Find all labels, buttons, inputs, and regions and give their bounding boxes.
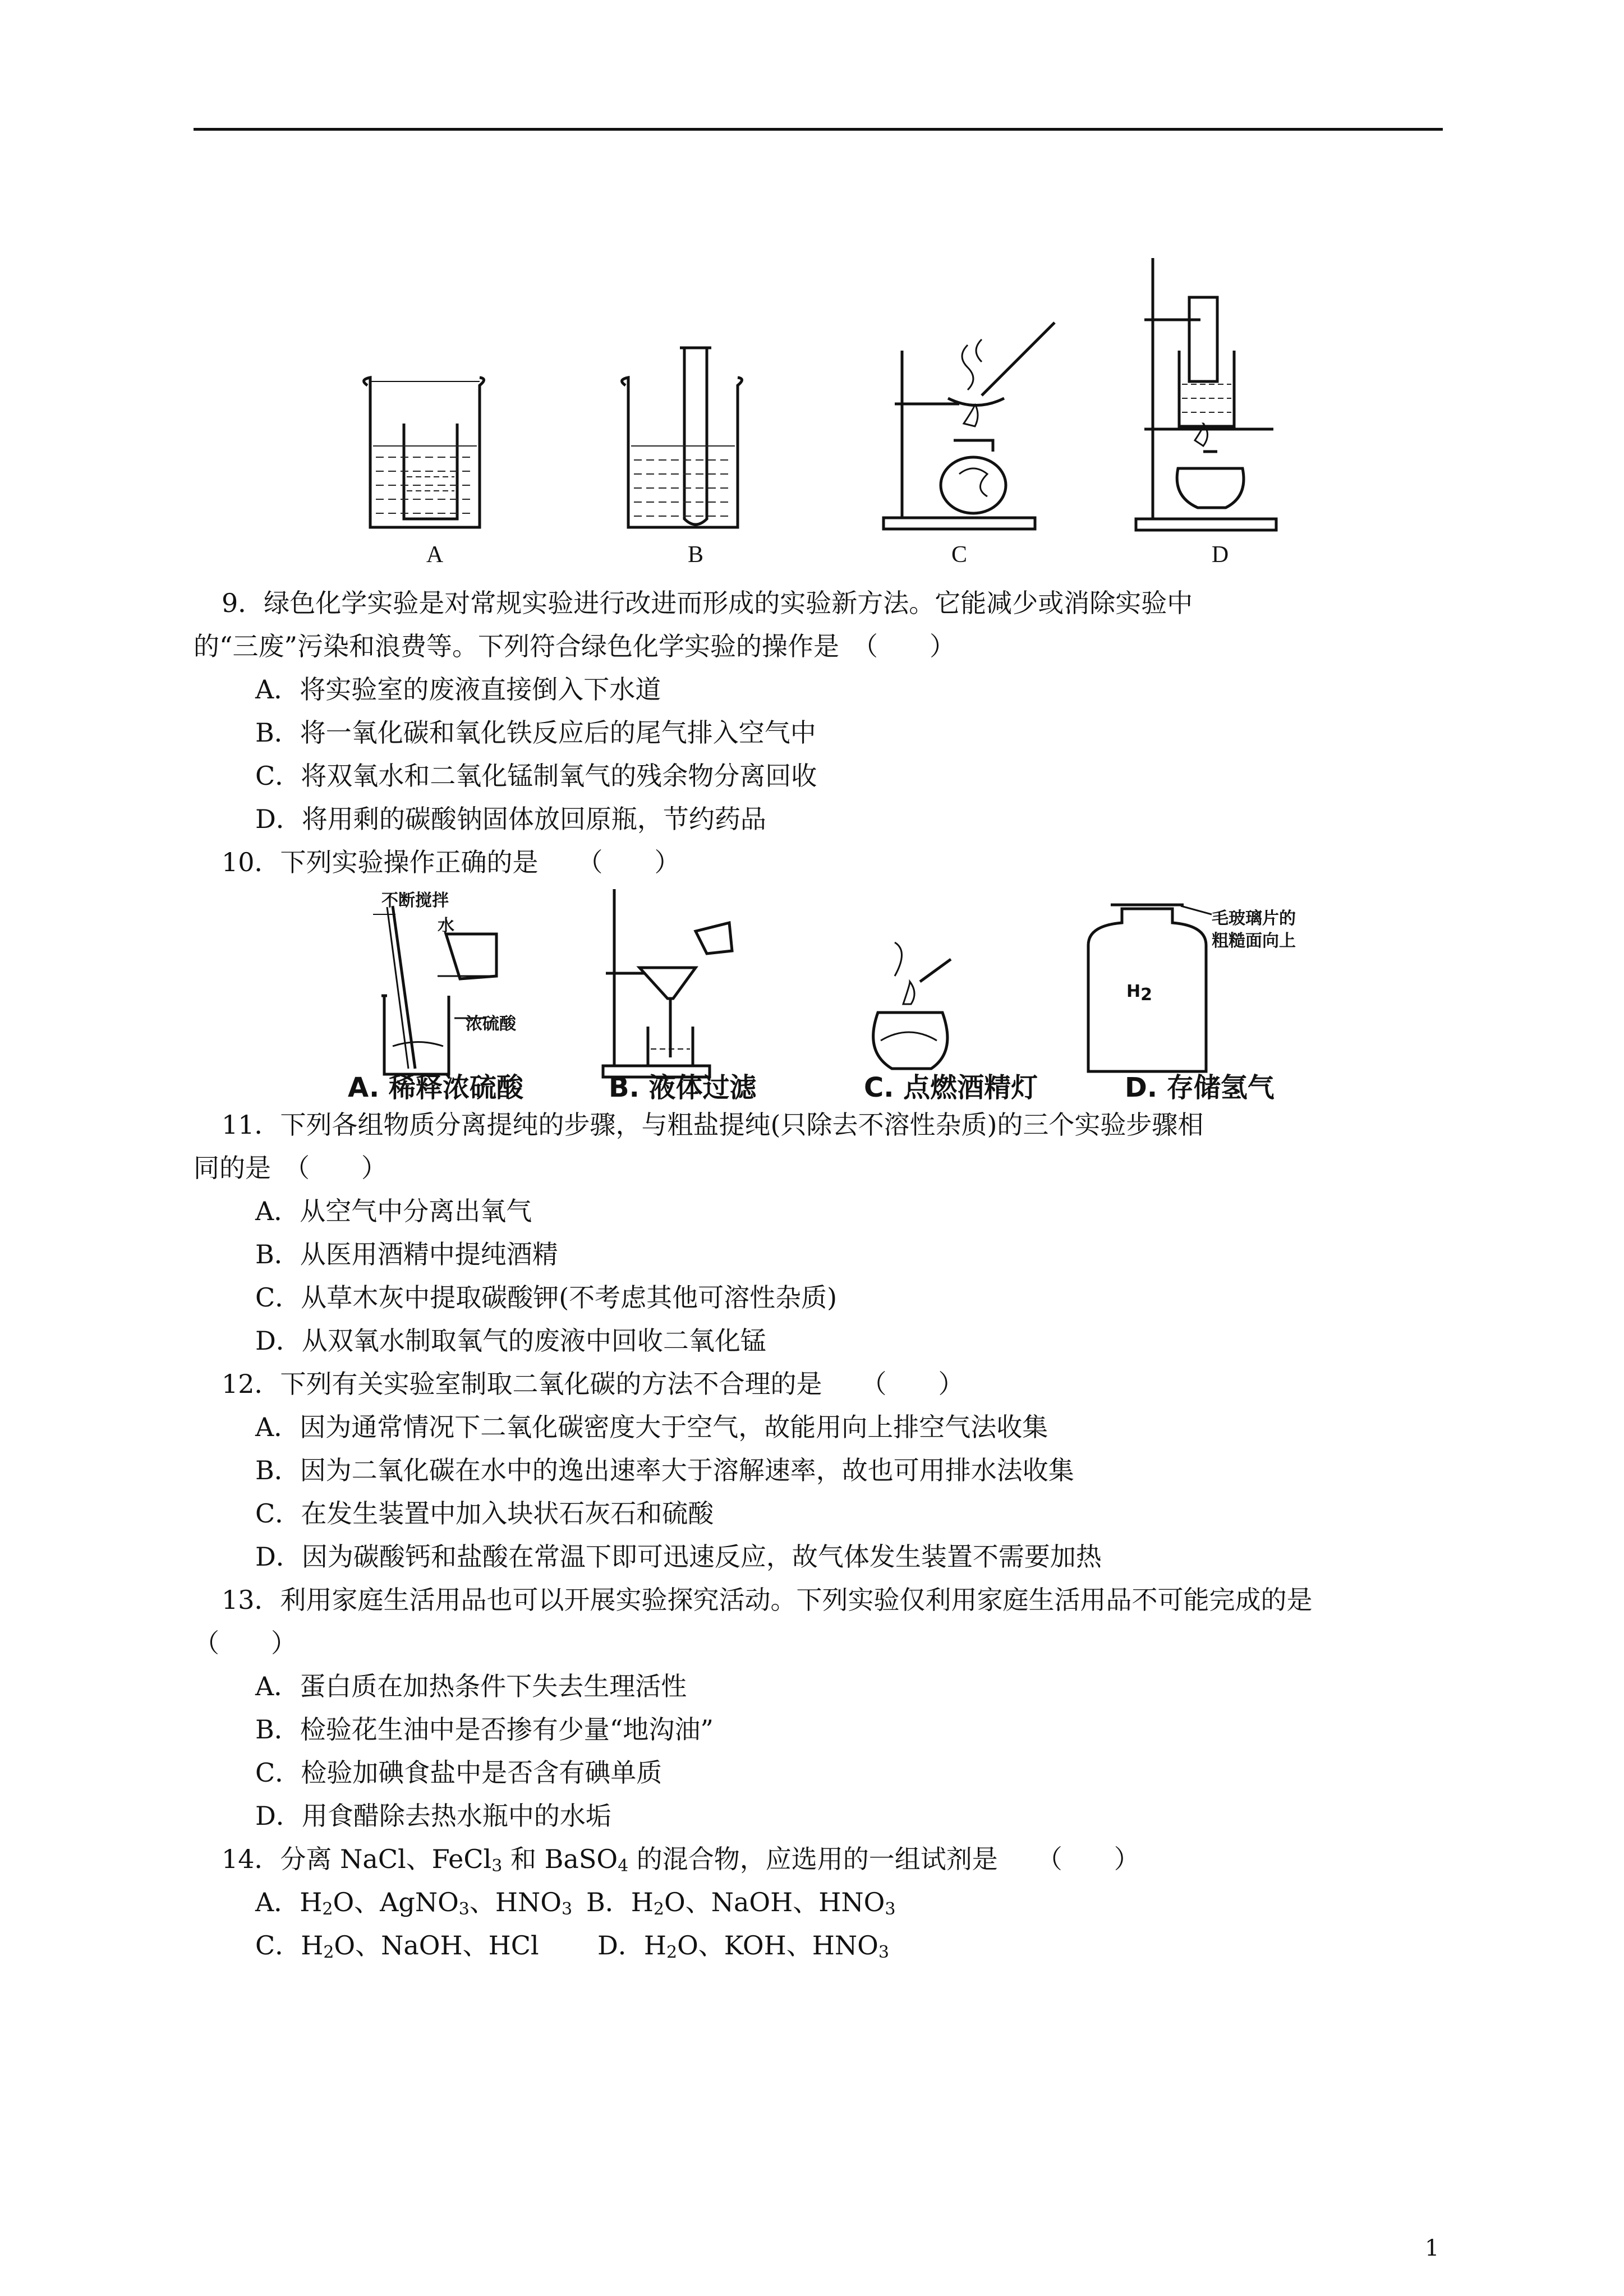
page-number: 1 — [1425, 2235, 1439, 2261]
q10-stem: 10．下列实验操作正确的是 （ ） — [222, 847, 680, 877]
q12-option-c: C．在发生装置中加入块状石灰石和硫酸 — [255, 1498, 714, 1529]
q14-b-p2: O、NaOH、HNO — [664, 1887, 885, 1917]
q14-c-s1: 2 — [323, 1943, 334, 1962]
q14-option-a — [255, 1885, 572, 1926]
q11-stem-line2: 同的是 （ ） — [194, 1153, 387, 1183]
q11-option-a: A．从空气中分离出氧气 — [255, 1196, 532, 1226]
q13-option-c: C．检验加碘食盐中是否含有碘单质 — [255, 1757, 663, 1788]
label-water: 水 — [438, 916, 454, 936]
q12-stem: 12．下列有关实验室制取二氧化碳的方法不合理的是 （ ） — [222, 1369, 964, 1399]
figure-label-d: D — [1211, 542, 1229, 568]
figure-operations — [342, 884, 1318, 1085]
q14-b-s1: 2 — [653, 1899, 665, 1919]
q14-c-p2: O、NaOH、HCl — [334, 1930, 539, 1961]
q14-a-s1: 2 — [322, 1899, 333, 1919]
caption-d: D. 存储氢气 — [1125, 1072, 1275, 1103]
q14-d-s1: 2 — [666, 1943, 678, 1962]
header-rule — [194, 128, 1443, 131]
q9-option-d: D．将用剩的碳酸钠固体放回原瓶，节约药品 — [255, 804, 766, 834]
q9-stem-line1: 9．绿色化学实验是对常规实验进行改进而形成的实验新方法。它能减少或消除实验中 — [222, 588, 1193, 618]
q14-b-p1: B．H — [586, 1887, 654, 1917]
q14-a-p3: 、HNO — [469, 1887, 562, 1917]
q14-d-p2: O、KOH、HNO — [677, 1930, 878, 1961]
q14-stem-part2: 和 BaSO — [502, 1844, 618, 1874]
q13-option-b: B．检验花生油中是否掺有少量“地沟油” — [255, 1714, 714, 1745]
q9-option-c: C．将双氧水和二氧化锰制氧气的残余物分离回收 — [255, 761, 817, 791]
q13-stem-line1: 13．利用家庭生活用品也可以开展实验探究活动。下列实验仅利用家庭生活用品不可能完成的是 — [222, 1585, 1313, 1615]
caption-b: B. 液体过滤 — [609, 1072, 757, 1103]
q11-option-d: D．从双氧水制取氧气的废液中回收二氧化锰 — [255, 1326, 766, 1356]
q13-option-d: D．用食醋除去热水瓶中的水垢 — [255, 1801, 611, 1831]
label-concentrated-acid: 浓硫酸 — [466, 1014, 516, 1034]
q14-a-s2: 3 — [458, 1899, 470, 1919]
q14-stem-part1: 14．分离 NaCl、FeCl — [222, 1844, 492, 1874]
caption-a: A. 稀释浓硫酸 — [348, 1072, 523, 1103]
q9-option-b: B．将一氧化碳和氧化铁反应后的尾气排入空气中 — [255, 717, 816, 748]
figure-label-c: C — [951, 542, 967, 568]
q14-d-s2: 3 — [878, 1943, 889, 1962]
label-hydrogen — [1126, 982, 1152, 1005]
q14-option-b — [586, 1885, 895, 1926]
q12-option-b: B．因为二氧化碳在水中的逸出速率大于溶解速率，故也可用排水法收集 — [255, 1455, 1074, 1485]
figure-label-a: A — [426, 542, 444, 568]
q14-b-s2: 3 — [885, 1899, 896, 1919]
figure-heating-setups — [359, 255, 1290, 547]
label-hydrogen-symbol: H — [1126, 982, 1141, 1001]
q9-option-a: A．将实验室的废液直接倒入下水道 — [255, 674, 661, 705]
q14-stem-sub1: 3 — [491, 1856, 503, 1876]
q9-stem-line2: 的“三废”污染和浪费等。下列符合绿色化学实验的操作是 （ ） — [194, 631, 956, 661]
q12-option-d: D．因为碳酸钙和盐酸在常温下即可迅速反应，故气体发生装置不需要加热 — [255, 1542, 1102, 1572]
q14-a-p2: O、AgNO — [333, 1887, 459, 1917]
q14-c-p1: C．H — [255, 1930, 324, 1961]
q14-a-p1: A．H — [255, 1887, 323, 1917]
q13-stem-line2: （ ） — [194, 1628, 297, 1658]
q14-option-c — [255, 1929, 539, 1970]
q12-option-a: A．因为通常情况下二氧化碳密度大于空气，故能用向上排空气法收集 — [255, 1412, 1048, 1442]
figure-operations-drawing — [342, 884, 1318, 1085]
label-ground-glass-1: 毛玻璃片的 — [1212, 909, 1296, 928]
q11-stem-line1: 11．下列各组物质分离提纯的步骤，与粗盐提纯(只除去不溶性杂质)的三个实验步骤相 — [222, 1110, 1204, 1140]
q14-stem — [222, 1842, 1140, 1883]
label-ground-glass-2: 粗糙面向上 — [1212, 931, 1296, 951]
label-stir: 不断搅拌 — [381, 891, 449, 910]
q14-a-s3: 3 — [561, 1899, 573, 1919]
figure-heating-drawing — [359, 255, 1290, 547]
q14-stem-sub2: 4 — [618, 1856, 629, 1876]
q11-option-c: C．从草木灰中提取碳酸钾(不考虑其他可溶性杂质) — [255, 1282, 838, 1313]
q14-option-d — [597, 1929, 889, 1970]
label-hydrogen-sub: 2 — [1140, 985, 1152, 1005]
q13-option-a: A．蛋白质在加热条件下失去生理活性 — [255, 1671, 687, 1701]
caption-c: C. 点燃酒精灯 — [864, 1072, 1038, 1103]
q14-stem-part3: 的混合物，应选用的一组试剂是 （ ） — [628, 1844, 1140, 1874]
q14-d-p1: D．H — [597, 1930, 666, 1961]
figure-label-b: B — [687, 542, 703, 568]
q11-option-b: B．从医用酒精中提纯酒精 — [255, 1239, 558, 1269]
